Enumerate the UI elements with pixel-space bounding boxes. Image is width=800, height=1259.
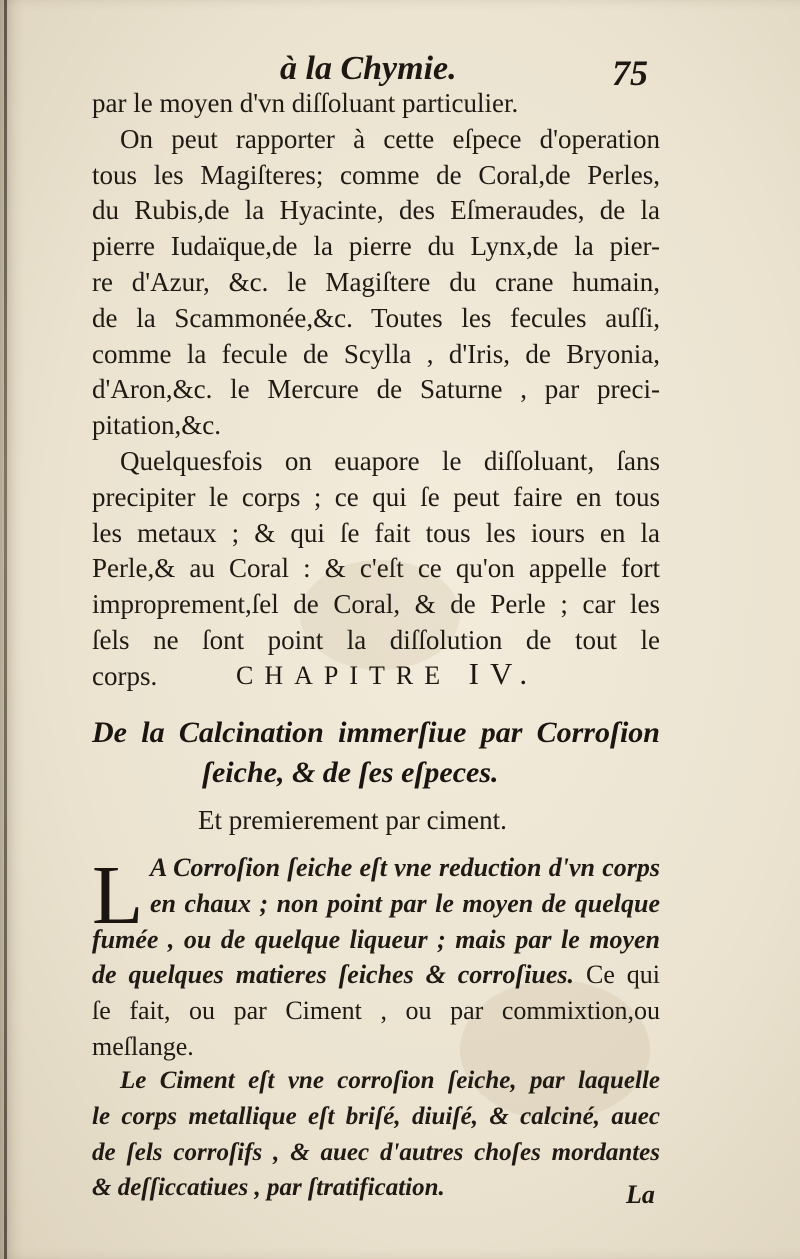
text-fragment: de quelques matieres ſeiches & corroſiues. [92, 960, 575, 990]
section-title [92, 713, 660, 793]
text-line: ſe fait, ou par Ciment , ou par commixtion,ou [92, 996, 660, 1026]
text-line: tous les Magiſteres; comme de Coral,de Perles, [92, 159, 660, 190]
page-number: 75 [612, 53, 648, 93]
ciment-paragraph [92, 1063, 660, 1206]
binding-gutter [4, 0, 7, 1259]
drop-cap: L [92, 849, 144, 942]
text-line: Quelquesfois on euapore le diſſoluant, ſans [120, 445, 660, 476]
body-text [92, 86, 660, 695]
text-line: comme la fecule de Scylla , d'Iris, de Bryonia, [92, 338, 660, 369]
text-line: Perle,& au Coral : & c'eſt ce qu'on appelle fort [92, 553, 660, 584]
text-line: en chaux ; non point par le moyen de quelque [150, 888, 660, 918]
text-line: improprement,ſel de Coral, & de Perle ; car les [92, 589, 660, 620]
section-subtitle: Et premierement par ciment. [198, 805, 507, 835]
text-line: fumée , ou de quelque liqueur ; mais par le moyen [92, 924, 660, 954]
text-line: d'Aron,&c. le Mercure de Saturne , par preci- [92, 374, 660, 405]
text-line: re d'Azur, &c. le Magiſtere du crane humain, [92, 266, 660, 297]
text-line: pitation,&c. [92, 410, 221, 441]
text-line: de ſels corroſifs , & auec d'autres choſes mordantes [92, 1138, 660, 1166]
text-line: pierre Iudaïque,de la pierre du Lynx,de la pier- [92, 231, 660, 262]
text-line: & deſſiccatiues , par ſtratification. [92, 1174, 445, 1202]
text-line: meſlange. [92, 1031, 194, 1061]
text-line: precipiter le corps ; ce qui ſe peut faire en tous [92, 481, 660, 512]
text-fragment: Ce qui [574, 960, 661, 990]
text-line: du Rubis,de la Hyacinte, des Eſmeraudes, de la [92, 195, 660, 226]
text-line: On peut rapporter à cette eſpece d'operation [120, 123, 660, 154]
text-line: le corps metallique eſt briſé, diuiſé, & calciné, auec [92, 1102, 660, 1130]
chapter-number: IV. [468, 656, 539, 691]
text-line [92, 957, 660, 993]
running-head-title: à la Chymie. [280, 50, 457, 87]
catchword: La [626, 1180, 655, 1209]
text-line: corps. [92, 660, 158, 691]
text-line: ſels ne ſont point la diſſolution de tout le [92, 624, 660, 655]
chapter-label: CHAPITRE [236, 661, 452, 690]
text-line: Le Ciment eſt vne corroſion ſeiche, par laquelle [120, 1067, 660, 1094]
text-line: A Corroſion ſeiche eſt vne reduction d'vn corps [150, 853, 660, 882]
chapter-heading [236, 656, 538, 692]
section-title-line: De la Calcination immerſiue par Corroſion [92, 716, 660, 749]
definition-paragraph [92, 850, 660, 1065]
text-line: par le moyen d'vn diſſoluant particulier. [92, 88, 519, 118]
text-line: les metaux ; & qui ſe fait tous les iours en la [92, 517, 660, 548]
section-title-line: ſeiche, & de ſes eſpeces. [202, 756, 499, 789]
text-line: de la Scammonée,&c. Toutes les fecules auſſi, [92, 302, 660, 333]
